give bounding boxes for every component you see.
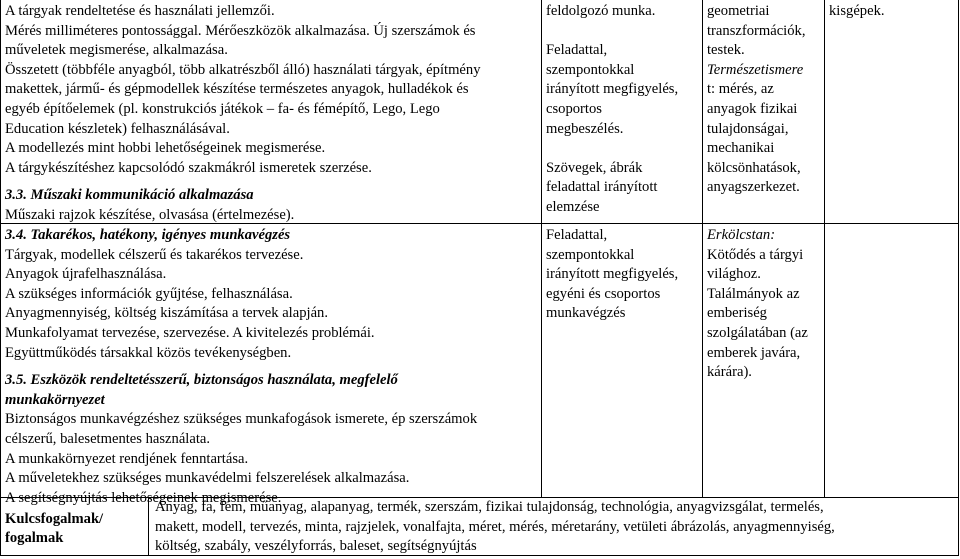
method-line: [546, 139, 698, 159]
content-line: Tárgyak, modellek célszerű és takarékos tervezése.: [5, 246, 304, 263]
subject-label-termeszetismeret: Természetismere: [707, 61, 804, 78]
method-line: Feladattal,: [546, 42, 608, 59]
content-line: Education készletek) felhasználásával.: [5, 120, 230, 137]
subject-label-erkolcstan: Erkölcstan:: [707, 227, 776, 243]
section-heading-3-5-cont: munkakörnyezet: [5, 391, 105, 408]
content-line: Együttműködés társakkal közös tevékenységben.: [5, 344, 292, 361]
section-heading-3-5: 3.5. Eszközök rendeltetésszerű, biztonságos használata, megfelelő: [5, 372, 398, 389]
content-line: Mérés milliméteres pontossággal. Mérőeszközök alkalmazása. Új szerszámok és: [5, 22, 476, 39]
content-line: műveletek megismerése, alkalmazása.: [5, 42, 228, 59]
method-line: Szövegek, ábrák: [546, 159, 643, 176]
connection-line: testek.: [707, 42, 745, 59]
method-line: elemzése: [546, 198, 600, 215]
method-line: egyéni és csoportos: [546, 285, 661, 302]
method-cell-row1: [542, 0, 702, 220]
method-line: csoportos: [546, 100, 602, 117]
content-line: A tárgyak rendeltetése és használati jellemzői.: [5, 3, 275, 19]
content-line: A szükséges információk gyűjtése, felhasználása.: [5, 285, 293, 302]
content-cell-row1: [1, 0, 541, 228]
method-line: irányított megfigyelés,: [546, 81, 679, 98]
method-line: feldolgozó munka.: [546, 3, 656, 19]
content-line: Műszaki rajzok készítése, olvasása (értelmezése).: [5, 206, 295, 223]
connection-line: tulajdonságai,: [707, 120, 789, 137]
key-concepts-line: makett, modell, tervezés, minta, rajzjelek, vonalfajta, méret, mérés, méretarány, vetületi ábrázolás, anyagmennyiség,: [155, 518, 835, 535]
content-line: célszerű, balesetmentes használata.: [5, 430, 211, 447]
method-line: szempontokkal: [546, 246, 635, 263]
connection-cell-row1: [703, 0, 824, 200]
connection-line: világhoz.: [707, 266, 761, 283]
method-line: feladattal irányított: [546, 179, 658, 196]
content-line: A segítségnyújtás lehetőségeinek megismerése.: [5, 489, 282, 506]
method-line: szempontokkal: [546, 61, 635, 78]
method-line: megbeszélés.: [546, 120, 624, 137]
connection-line: anyagszerkezet.: [707, 179, 800, 196]
method-line: [546, 22, 698, 42]
content-line: A műveletekhez szükséges munkavédelmi felszerelések alkalmazása.: [5, 470, 410, 487]
connection-line: geometriai: [707, 3, 770, 19]
method-line: munkavégzés: [546, 305, 626, 322]
table-border-right: [958, 0, 959, 556]
key-concepts-label-line: fogalmak: [5, 530, 64, 546]
method-line: irányított megfigyelés,: [546, 266, 679, 283]
content-line: Anyagok újrafelhasználása.: [5, 266, 167, 283]
tools-line: kisgépek.: [829, 3, 885, 19]
connection-line: mechanikai: [707, 140, 775, 157]
key-concepts-line: költség, szabály, veszélyforrás, baleset, segítségnyújtás: [155, 538, 477, 554]
content-line: A tárgykészítéshez kapcsolódó szakmákról ismeretek szerzése.: [5, 159, 372, 176]
connection-cell-row2: [703, 224, 824, 385]
method-cell-row2: [542, 224, 702, 326]
connection-line: emberiség: [707, 305, 767, 322]
section-heading-3-3: 3.3. Műszaki kommunikáció alkalmazása: [5, 187, 254, 204]
key-concepts-label-line: Kulcsfogalmak/: [5, 511, 104, 527]
content-line: Biztonságos munkavégzéshez szükséges munkafogások ismerete, ép szerszámok: [5, 411, 478, 428]
key-concepts-line: Anyag, fa, fém, műanyag, alapanyag, termék, szerszám, fizikai tulajdonság, technológia, anyagvizsgálat, termelés,: [155, 499, 824, 515]
content-cell-row2: [1, 224, 541, 510]
connection-line: kárára).: [707, 364, 752, 381]
key-concepts-label: [1, 508, 148, 550]
content-line: Összetett (többféle anyagból, több alkatrészből álló) használati tárgyak, építmény: [5, 61, 481, 78]
content-line: Munkafolyamat tervezése, szervezése. A kivitelezés problémái.: [5, 324, 375, 341]
connection-line: Találmányok az: [707, 285, 800, 302]
section-heading-3-4: 3.4. Takarékos, hatékony, igényes munkavégzés: [5, 227, 291, 243]
connection-line: szolgálatában (az: [707, 324, 808, 341]
content-line: A modellezés mint hobbi lehetőségeinek megismerése.: [5, 140, 326, 157]
connection-line: emberek javára,: [707, 344, 801, 361]
table-divider-col3: [824, 0, 825, 497]
connection-line: kölcsönhatások,: [707, 159, 801, 176]
tools-cell-row1: [825, 0, 958, 24]
connection-line: Kötődés a tárgyi: [707, 246, 804, 263]
content-line: A munkakörnyezet rendjének fenntartása.: [5, 450, 249, 467]
connection-line: t: mérés, az: [707, 81, 774, 98]
content-line: makettek, jármű- és gépmodellek készítése természetes anyagok, hulladékok és: [5, 81, 469, 98]
content-line: Anyagmennyiség, költség kiszámítása a tervek alapján.: [5, 305, 328, 322]
method-line: Feladattal,: [546, 227, 608, 243]
connection-line: transzformációk,: [707, 22, 806, 39]
connection-line: anyagok fizikai: [707, 100, 798, 117]
content-line: egyéb építőelemek (pl. konstrukciós játékok – fa- és fémépítő, Lego, Lego: [5, 100, 440, 117]
key-concepts-text: [149, 496, 958, 559]
